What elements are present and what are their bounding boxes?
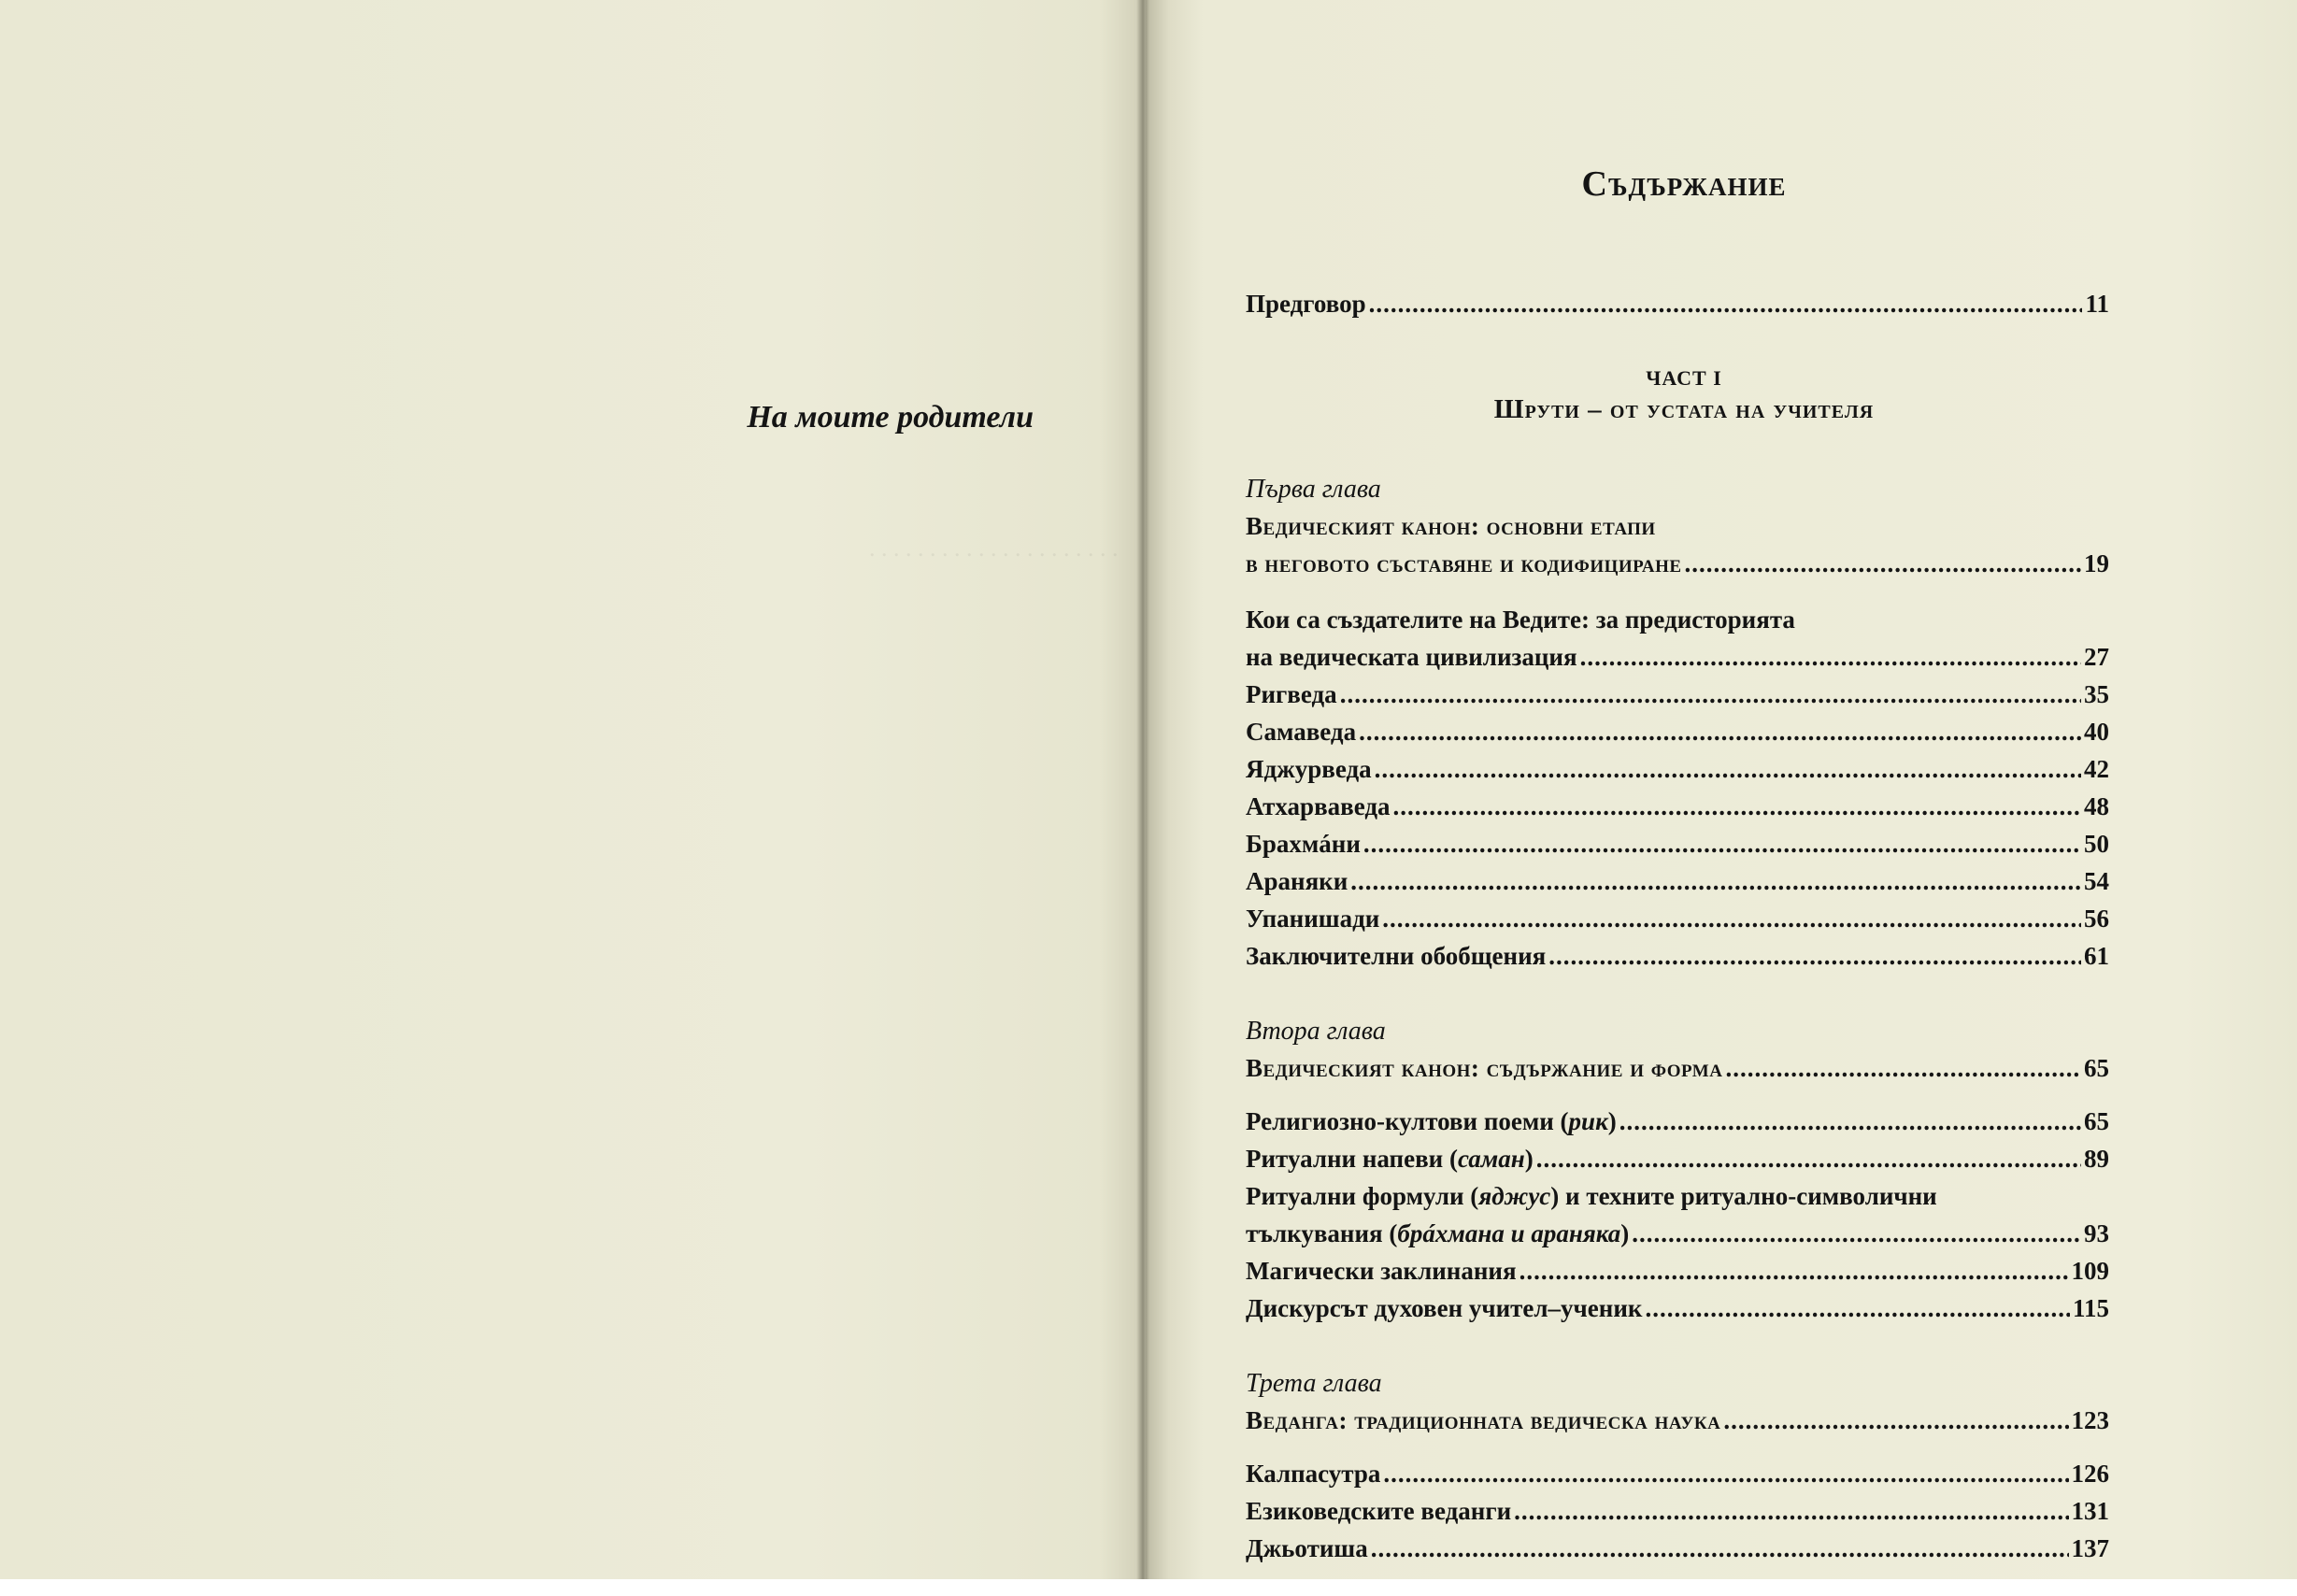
entry-page: 40 (2084, 718, 2109, 746)
entry-text: Магически заклинания (1246, 1257, 1517, 1285)
entry-text: Ритуални напеви (саман) (1246, 1145, 1534, 1173)
toc-entry-atharvaveda[interactable] (1246, 792, 2109, 821)
leader-dots (1723, 1406, 2068, 1435)
entry-page: 56 (2084, 905, 2109, 933)
left-page (0, 0, 1146, 1579)
entry-text: Религиозно-култови поеми (рик) (1246, 1107, 1617, 1135)
entry-text: Веданга: традиционната ведическа наука (1246, 1406, 1721, 1434)
toc-entry-preface[interactable] (1246, 290, 2109, 319)
entry-text: тълкувания (брáхмана и араняка) (1246, 1219, 1630, 1247)
entry-text: Самаведа (1246, 718, 1357, 746)
entry-page: 42 (2084, 755, 2109, 783)
entry-page: 137 (2071, 1534, 2109, 1562)
entry-page: 131 (2071, 1497, 2109, 1525)
leader-dots (1359, 718, 2081, 747)
toc-entry-chapter-1[interactable] (1246, 549, 2109, 578)
toc-entry-aranyakas[interactable] (1246, 867, 2109, 896)
part-heading (1245, 366, 2123, 425)
part-title: Шрути – от устата на учителя (1493, 394, 1875, 424)
toc-entry-yajurveda[interactable] (1246, 755, 2109, 784)
entry-text: на ведическата цивилизация (1246, 643, 1577, 671)
leader-dots (1369, 290, 2083, 319)
entry-page: 123 (2071, 1406, 2109, 1434)
entry-text: Джьотиша (1246, 1534, 1368, 1562)
entry-text: Ведическият канон: съдържание и форма (1246, 1054, 1723, 1082)
entry-text: Яджурведа (1246, 755, 1372, 783)
entry-text: Брахмáни (1246, 830, 1361, 858)
entry-page: 54 (2084, 867, 2109, 895)
toc-entry-chapter-2[interactable] (1246, 1054, 2109, 1083)
toc-entry-upanishads[interactable] (1246, 905, 2109, 933)
toc-entry-chapter-3[interactable] (1246, 1406, 2109, 1435)
entry-text: Ригведа (1246, 680, 1337, 708)
leader-dots (1619, 1107, 2081, 1136)
entry-text: Араняки (1246, 867, 1348, 895)
entry-text: Упанишади (1246, 905, 1380, 933)
entry-page: 50 (2084, 830, 2109, 858)
entry-text: Калпасутра (1246, 1460, 1381, 1488)
entry-page: 48 (2084, 792, 2109, 820)
leader-dots (1632, 1219, 2081, 1248)
toc-entry-yajus-line1: Ритуални формули (яджус) и техните ритуално-символични (1246, 1182, 1937, 1210)
toc-entry-creators[interactable] (1246, 643, 2109, 672)
leader-dots (1519, 1257, 2069, 1286)
leader-dots (1514, 1497, 2068, 1526)
leader-dots (1725, 1054, 2081, 1083)
chapter-1-title-line1: Ведическият канон: основни етапи (1246, 512, 1656, 540)
toc-entry-linguistic-vedangas[interactable] (1246, 1497, 2109, 1526)
entry-page: 65 (2084, 1107, 2109, 1135)
chapter-1-label: Първа глава (1246, 475, 1381, 504)
entry-page: 27 (2084, 643, 2109, 671)
toc-title: Съдържание (1581, 164, 1787, 204)
part-label: ЧАСТ I (1646, 366, 1722, 390)
entry-page: 89 (2084, 1145, 2109, 1173)
toc-entry-magic-spells[interactable] (1246, 1257, 2109, 1286)
entry-page: 11 (2085, 290, 2109, 318)
entry-page: 61 (2084, 942, 2109, 970)
toc-entry-creators-line1: Кои са създателите на Ведите: за предисторията (1246, 606, 1795, 634)
leader-dots (1350, 867, 2081, 896)
entry-page: 115 (2072, 1294, 2109, 1322)
dedication: На моите родители (747, 400, 1034, 435)
leader-dots (1536, 1145, 2081, 1174)
leader-dots (1375, 755, 2081, 784)
toc-entry-saman[interactable] (1246, 1145, 2109, 1174)
toc-entry-rigveda[interactable] (1246, 680, 2109, 709)
leader-dots (1548, 942, 2081, 971)
toc-entry-conclusions[interactable] (1246, 942, 2109, 971)
entry-text: Дискурсът духовен учител–ученик (1246, 1294, 1643, 1322)
toc-entry-jyotisha[interactable] (1246, 1534, 2109, 1563)
entry-text: Заключителни обобщения (1246, 942, 1547, 970)
leader-dots (1383, 1460, 2068, 1489)
entry-page: 65 (2084, 1054, 2109, 1082)
toc-entry-kalpasutra[interactable] (1246, 1460, 2109, 1489)
leader-dots (1685, 549, 2081, 578)
leader-dots (1645, 1294, 2070, 1323)
show-through-text: . . . . . . . . . . . . . . . . . . . . . (869, 534, 1119, 562)
entry-text: в неговото съставяне и кодифициране (1246, 549, 1682, 577)
entry-page: 109 (2071, 1257, 2109, 1285)
entry-page: 35 (2084, 680, 2109, 708)
entry-page: 126 (2071, 1460, 2109, 1488)
chapter-2-label: Втора глава (1246, 1017, 1386, 1046)
entry-text: Предговор (1246, 290, 1366, 318)
leader-dots (1580, 643, 2081, 672)
right-page (1146, 0, 2297, 1579)
chapter-3-label: Трета глава (1246, 1369, 1382, 1398)
leader-dots (1340, 680, 2081, 709)
entry-text: Атхарваведа (1246, 792, 1391, 820)
toc-entry-yajus[interactable] (1246, 1219, 2109, 1248)
toc-entry-discourse[interactable] (1246, 1294, 2109, 1323)
book-gutter (1136, 0, 1149, 1579)
entry-page: 93 (2084, 1219, 2109, 1247)
entry-page: 19 (2084, 549, 2109, 577)
leader-dots (1371, 1534, 2069, 1563)
toc-entry-rik[interactable] (1246, 1107, 2109, 1136)
leader-dots (1382, 905, 2081, 933)
leader-dots (1363, 830, 2081, 859)
leader-dots (1393, 792, 2081, 821)
entry-text: Езиковедските веданги (1246, 1497, 1512, 1525)
toc-entry-samaveda[interactable] (1246, 718, 2109, 747)
toc-entry-brahmanas[interactable] (1246, 830, 2109, 859)
